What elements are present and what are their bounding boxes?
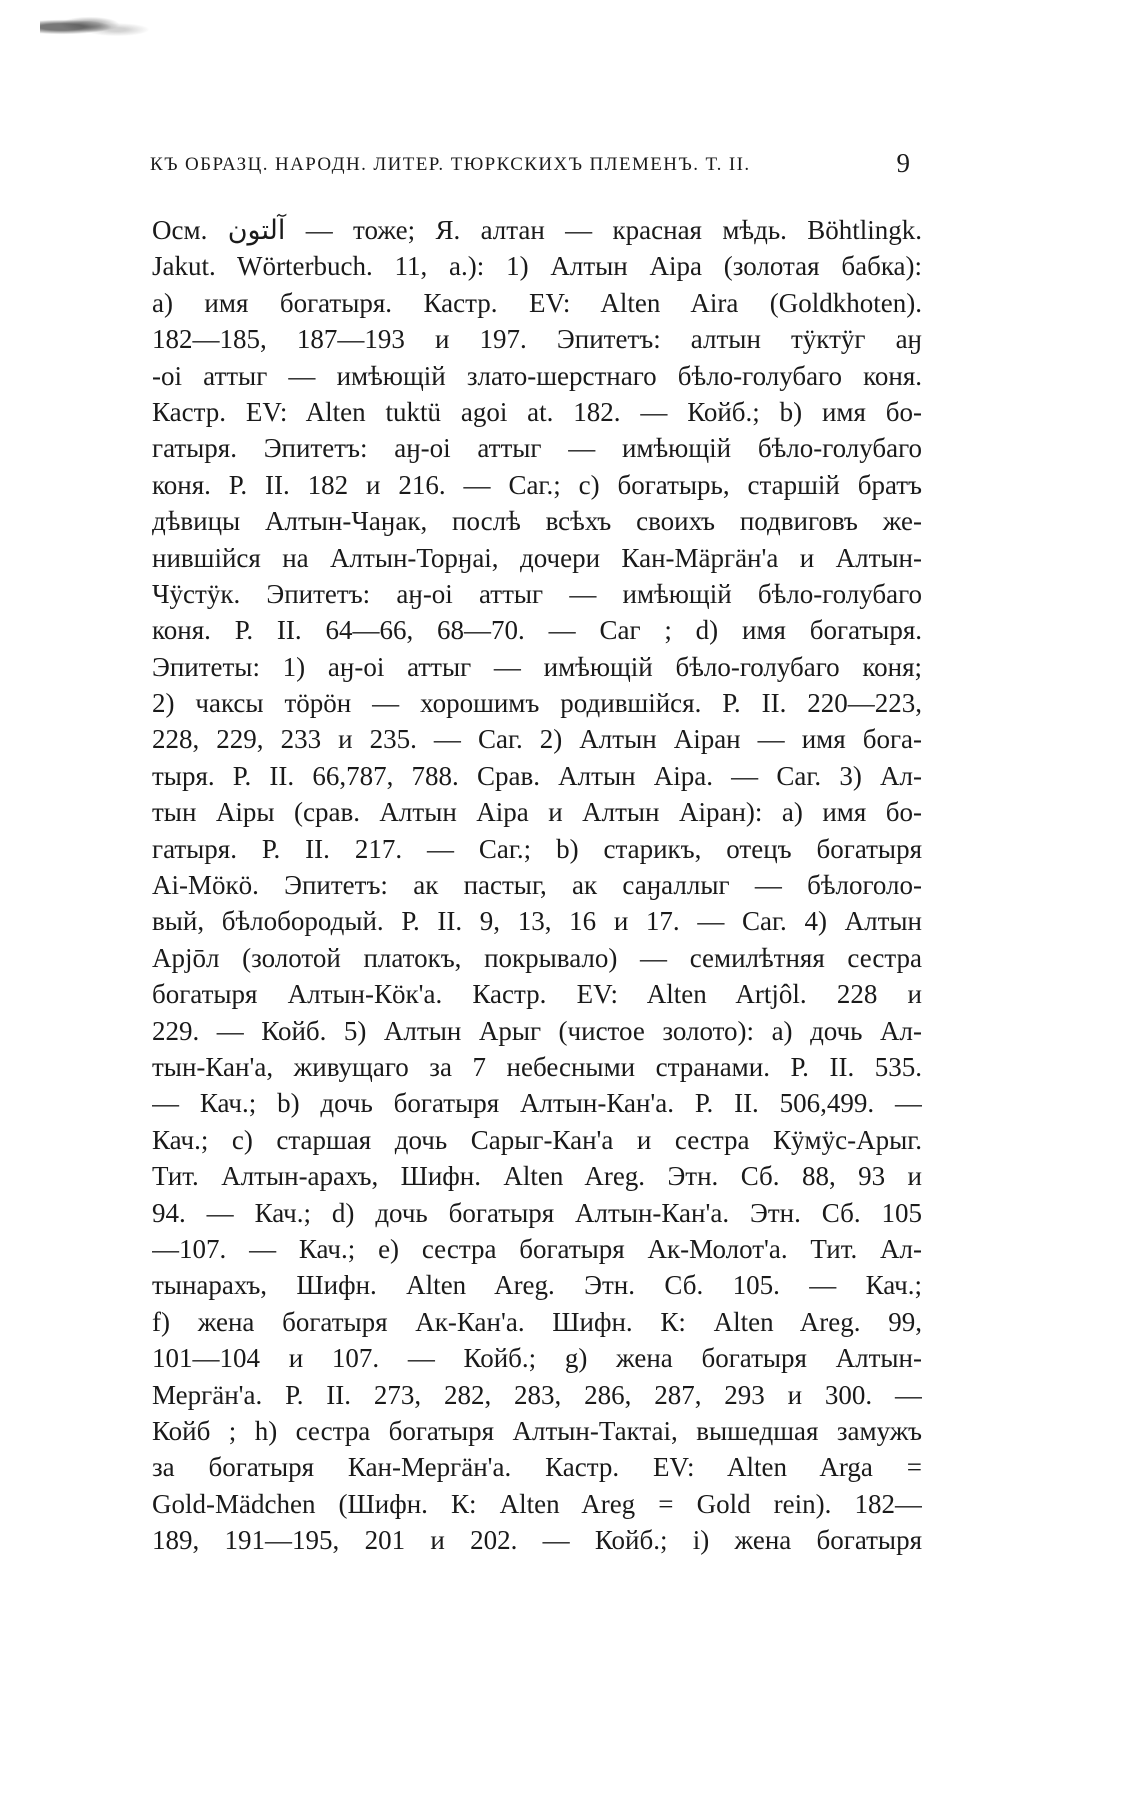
text-line: Кастр. EV: Alten tuktü agoi at. 182. — Койб.; b) имя бо- — [152, 396, 922, 427]
text-line: Тит. Алтын-арахъ, Шифн. Alten Areg. Этн. Сб. 88, 93 и — [152, 1161, 922, 1192]
page-number: 9 — [896, 152, 910, 178]
text-line: коня. Р. II. 182 и 216. — Саг.; c) богатырь, старшій братъ — [152, 469, 922, 500]
running-head — [150, 152, 910, 182]
text-line: гатыря. Р. II. 217. — Саг.; b) старикъ, отецъ богатыря — [152, 833, 922, 864]
text-line: 101—104 и 107. — Койб.; g) жена богатыря Алтын- — [152, 1343, 922, 1374]
text-line: дѣвицы Алтын-Чаӈак, послѣ всѣхъ своихъ подвиговъ же- — [152, 506, 922, 537]
text-line: Арјōл (золотой платокъ, покрывало) — семилѣтняя сестра — [152, 942, 922, 973]
text-line: Jakut. Wörterbuch. 11, a.): 1) Алтын Аіра (золотая бабка): — [152, 251, 922, 282]
text-line: тыря. Р. II. 66,787, 788. Срав. Алтын Аіра. — Саг. 3) Ал- — [152, 760, 922, 791]
text-line: богатыря Алтын-Кӧк'а. Кастр. EV: Alten Artjôl. 228 и — [152, 979, 922, 1010]
text-line: Осм. آلتون — тоже; Я. алтан — красная мѣдь. Böhtlingk. — [152, 215, 922, 245]
text-line: 189, 191—195, 201 и 202. — Койб.; i) жена богатыря — [152, 1525, 922, 1556]
text-line: — Кач.; b) дочь богатыря Алтын-Кан'а. Р. II. 506,499. — — [152, 1088, 922, 1119]
text-line: тын Аіры (срав. Алтын Аіра и Алтын Аіран): a) имя бо- — [152, 797, 922, 828]
running-head-title: КЪ ОБРАЗЦ. НАРОДН. ЛИТЕР. ТЮРКСКИХЪ ПЛЕМЕНЪ. Т. II. — [150, 154, 751, 175]
text-line: -оі аттыг — имѣющій злато-шерстнаго бѣло-голубаго коня. — [152, 360, 922, 391]
text-line: 2) чаксы тӧрӧн — хорошимъ родившійся. Р. II. 220—223, — [152, 688, 922, 719]
text-line: Аі-Мӧкӧ. Эпитетъ: ак пастыг, ак саӈаллыг — бѣлоголо- — [152, 870, 922, 901]
ink-smudge — [40, 14, 150, 40]
text-line: за богатыря Кан-Мергäн'а. Кастр. EV: Alten Arga = — [152, 1452, 922, 1483]
text-line: 228, 229, 233 и 235. — Саг. 2) Алтын Аіран — имя бога- — [152, 724, 922, 755]
text-line: f) жена богатыря Ак-Кан'а. Шифн. К: Alten Areg. 99, — [152, 1306, 922, 1337]
text-line: тынарахъ, Шифн. Alten Areg. Этн. Сб. 105. — Кач.; — [152, 1270, 922, 1301]
text-line: 182—185, 187—193 и 197. Эпитетъ: алтын тӱктӱг аӈ — [152, 324, 922, 355]
text-line: —107. — Кач.; e) сестра богатыря Ак-Молот'а. Тит. Ал- — [152, 1233, 922, 1264]
text-line: тын-Кан'а, живущаго за 7 небесными странами. Р. II. 535. — [152, 1051, 922, 1082]
text-line: нившійся на Алтын-Торӈаі, дочери Кан-Мäргäн'а и Алтын- — [152, 542, 922, 573]
text-line: Чӱстӱк. Эпитетъ: аӈ-оі аттыг — имѣющій бѣло-голубаго — [152, 578, 922, 609]
text-line: гатыря. Эпитетъ: аӈ-оі аттыг — имѣющій бѣло-голубаго — [152, 433, 922, 464]
text-line: вый, бѣлобородый. Р. II. 9, 13, 16 и 17. — Саг. 4) Алтын — [152, 906, 922, 937]
text-line: 94. — Кач.; d) дочь богатыря Алтын-Кан'а. Этн. Сб. 105 — [152, 1197, 922, 1228]
text-line: коня. Р. II. 64—66, 68—70. — Саг ; d) имя богатыря. — [152, 615, 922, 646]
text-line: Gold-Mädchen (Шифн. К: Alten Areg = Gold rein). 182— — [152, 1488, 922, 1519]
text-line: Эпитеты: 1) аӈ-оі аттыг — имѣющій бѣло-голубаго коня; — [152, 651, 922, 682]
text-line: a) имя богатыря. Кастр. EV: Alten Aira (Goldkhoten). — [152, 287, 922, 318]
text-line: Кач.; c) старшая дочь Сарыг-Кан'а и сестра Кӱмӱс-Арыг. — [152, 1124, 922, 1155]
text-line: 229. — Койб. 5) Алтын Арыг (чистое золото): a) дочь Ал- — [152, 1015, 922, 1046]
text-line: Мергäн'а. Р. II. 273, 282, 283, 286, 287, 293 и 300. — — [152, 1379, 922, 1410]
body-text — [152, 212, 922, 1558]
text-line: Койб ; h) сестра богатыря Алтын-Тактаі, вышедшая замужъ — [152, 1415, 922, 1446]
